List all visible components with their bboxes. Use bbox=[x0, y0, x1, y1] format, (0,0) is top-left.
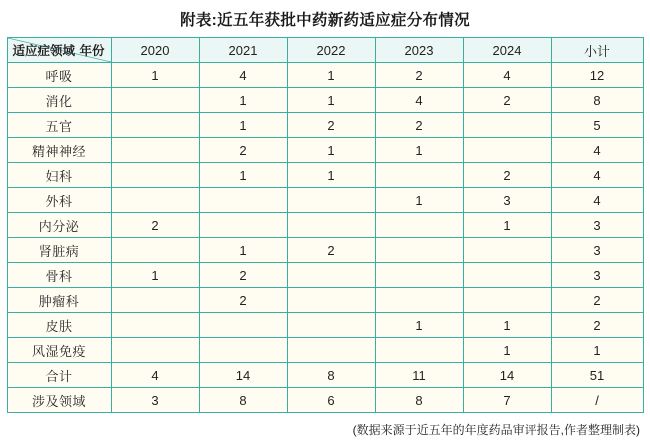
table-row-total bbox=[7, 363, 643, 388]
column-header-2022: 2022 bbox=[287, 38, 375, 63]
table-row bbox=[7, 163, 643, 188]
cell bbox=[463, 113, 551, 138]
row-label: 皮肤 bbox=[7, 313, 111, 338]
table-row bbox=[7, 238, 643, 263]
cell: 1 bbox=[463, 213, 551, 238]
cell bbox=[111, 138, 199, 163]
table-row-fields-count bbox=[7, 388, 643, 413]
cell: 4 bbox=[551, 163, 643, 188]
cell: 2 bbox=[199, 263, 287, 288]
row-label: 外科 bbox=[7, 188, 111, 213]
table-row bbox=[7, 213, 643, 238]
table-header-row bbox=[7, 38, 643, 63]
cell bbox=[199, 338, 287, 363]
cell bbox=[287, 213, 375, 238]
cell: 3 bbox=[463, 188, 551, 213]
cell: 1 bbox=[111, 63, 199, 88]
cell: 8 bbox=[199, 388, 287, 413]
cell: 4 bbox=[199, 63, 287, 88]
corner-header-cell bbox=[7, 38, 111, 63]
cell bbox=[199, 188, 287, 213]
row-label: 消化 bbox=[7, 88, 111, 113]
cell bbox=[375, 263, 463, 288]
table-row bbox=[7, 63, 643, 88]
cell bbox=[375, 338, 463, 363]
cell bbox=[463, 138, 551, 163]
cell: / bbox=[551, 388, 643, 413]
cell: 3 bbox=[551, 263, 643, 288]
cell: 1 bbox=[287, 63, 375, 88]
cell: 14 bbox=[463, 363, 551, 388]
cell bbox=[463, 238, 551, 263]
cell bbox=[111, 188, 199, 213]
table-row bbox=[7, 263, 643, 288]
cell: 5 bbox=[551, 113, 643, 138]
cell: 4 bbox=[463, 63, 551, 88]
cell bbox=[375, 288, 463, 313]
table-row bbox=[7, 113, 643, 138]
cell: 8 bbox=[287, 363, 375, 388]
cell bbox=[111, 113, 199, 138]
cell: 3 bbox=[111, 388, 199, 413]
table-row bbox=[7, 138, 643, 163]
row-label: 肿瘤科 bbox=[7, 288, 111, 313]
row-label: 内分泌 bbox=[7, 213, 111, 238]
cell: 1 bbox=[463, 313, 551, 338]
cell: 1 bbox=[199, 113, 287, 138]
row-label: 骨科 bbox=[7, 263, 111, 288]
cell: 4 bbox=[111, 363, 199, 388]
cell bbox=[287, 188, 375, 213]
table-row bbox=[7, 188, 643, 213]
cell: 1 bbox=[199, 88, 287, 113]
cell bbox=[287, 288, 375, 313]
table-row bbox=[7, 338, 643, 363]
row-label: 肾脏病 bbox=[7, 238, 111, 263]
cell bbox=[375, 238, 463, 263]
cell bbox=[463, 288, 551, 313]
cell: 2 bbox=[463, 88, 551, 113]
cell: 7 bbox=[463, 388, 551, 413]
cell: 4 bbox=[551, 188, 643, 213]
cell: 1 bbox=[287, 163, 375, 188]
cell: 3 bbox=[551, 238, 643, 263]
cell bbox=[375, 213, 463, 238]
row-label: 涉及领域 bbox=[7, 388, 111, 413]
row-label: 风湿免疫 bbox=[7, 338, 111, 363]
row-label: 精神神经 bbox=[7, 138, 111, 163]
cell: 2 bbox=[111, 213, 199, 238]
cell bbox=[111, 288, 199, 313]
cell: 1 bbox=[287, 138, 375, 163]
cell: 2 bbox=[287, 113, 375, 138]
cell bbox=[375, 163, 463, 188]
cell: 4 bbox=[375, 88, 463, 113]
cell: 8 bbox=[551, 88, 643, 113]
column-header-2024: 2024 bbox=[463, 38, 551, 63]
cell bbox=[463, 263, 551, 288]
cell: 1 bbox=[199, 238, 287, 263]
cell: 51 bbox=[551, 363, 643, 388]
cell: 12 bbox=[551, 63, 643, 88]
cell: 1 bbox=[287, 88, 375, 113]
column-header-2020: 2020 bbox=[111, 38, 199, 63]
appendix-table bbox=[7, 37, 644, 413]
cell: 2 bbox=[375, 113, 463, 138]
cell bbox=[111, 238, 199, 263]
cell: 2 bbox=[375, 63, 463, 88]
cell bbox=[199, 213, 287, 238]
cell bbox=[287, 313, 375, 338]
cell bbox=[111, 163, 199, 188]
row-label: 呼吸 bbox=[7, 63, 111, 88]
cell: 2 bbox=[199, 138, 287, 163]
cell: 1 bbox=[463, 338, 551, 363]
cell: 11 bbox=[375, 363, 463, 388]
cell: 1 bbox=[551, 338, 643, 363]
column-header-subtotal: 小计 bbox=[551, 38, 643, 63]
cell bbox=[111, 313, 199, 338]
cell bbox=[199, 313, 287, 338]
page-title: 附表:近五年获批中药新药适应症分布情况 bbox=[180, 12, 470, 29]
cell bbox=[111, 88, 199, 113]
cell bbox=[111, 338, 199, 363]
cell: 6 bbox=[287, 388, 375, 413]
table-footnote: (数据来源于近五年的年度药品审评报告,作者整理制表) bbox=[352, 423, 640, 437]
cell: 2 bbox=[287, 238, 375, 263]
cell: 1 bbox=[199, 163, 287, 188]
row-label: 合计 bbox=[7, 363, 111, 388]
column-header-2023: 2023 bbox=[375, 38, 463, 63]
cell: 2 bbox=[463, 163, 551, 188]
cell: 2 bbox=[199, 288, 287, 313]
cell: 1 bbox=[375, 313, 463, 338]
cell: 1 bbox=[375, 188, 463, 213]
cell: 2 bbox=[551, 313, 643, 338]
cell: 1 bbox=[111, 263, 199, 288]
cell: 1 bbox=[375, 138, 463, 163]
corner-year-label: 年份 bbox=[79, 44, 105, 58]
table-row bbox=[7, 288, 643, 313]
table-row bbox=[7, 313, 643, 338]
column-header-2021: 2021 bbox=[199, 38, 287, 63]
cell: 4 bbox=[551, 138, 643, 163]
row-label: 妇科 bbox=[7, 163, 111, 188]
table-row bbox=[7, 88, 643, 113]
cell bbox=[287, 338, 375, 363]
cell: 14 bbox=[199, 363, 287, 388]
cell: 8 bbox=[375, 388, 463, 413]
cell: 3 bbox=[551, 213, 643, 238]
corner-field-label: 适应症领域 bbox=[12, 44, 76, 58]
cell bbox=[287, 263, 375, 288]
row-label: 五官 bbox=[7, 113, 111, 138]
cell: 2 bbox=[551, 288, 643, 313]
